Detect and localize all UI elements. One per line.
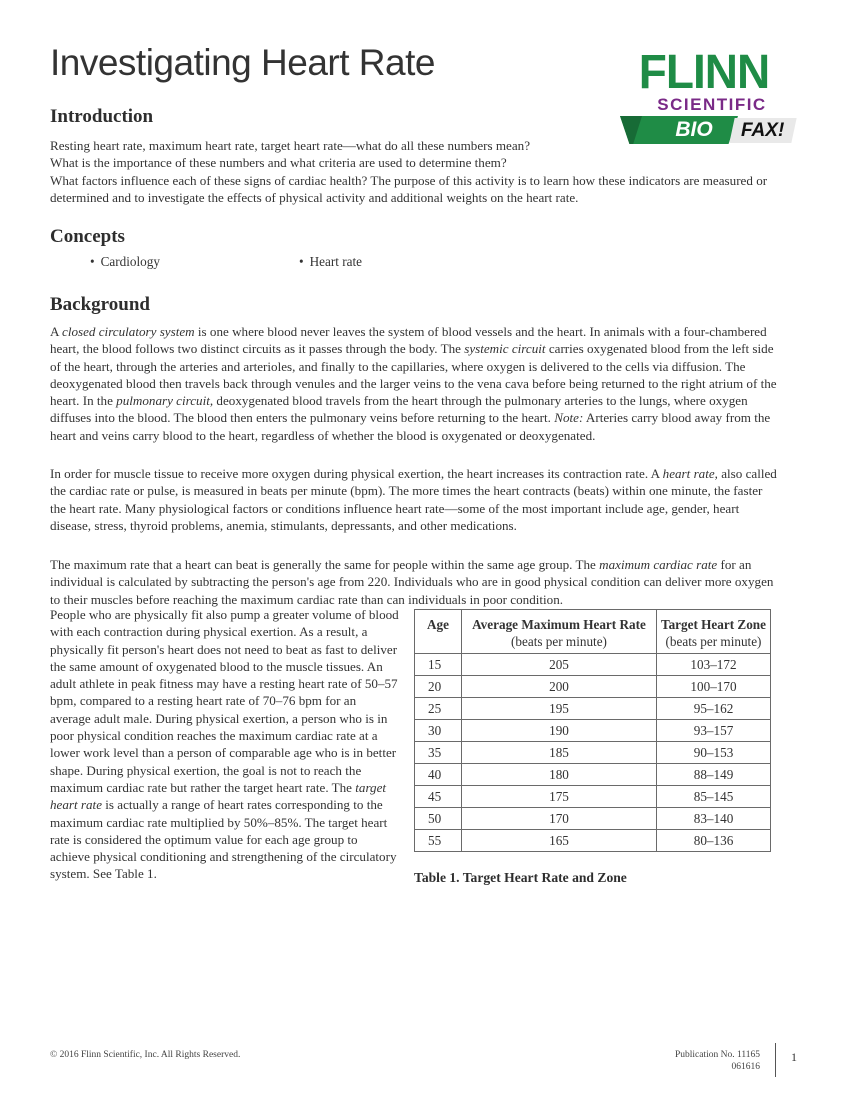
- table-row: 40 180 88–149: [415, 764, 771, 786]
- logo-fax-text: FAX!: [741, 120, 785, 141]
- note-label: Note:: [554, 410, 584, 426]
- introduction-line-1: Resting heart rate, maximum heart rate, target heart rate—what do all these numbers mean?: [50, 138, 531, 153]
- introduction-heading: Introduction: [50, 106, 154, 127]
- document-title: Investigating Heart Rate: [50, 42, 435, 83]
- term-heart-rate: heart rate,: [662, 466, 718, 481]
- concept-label: Cardiology: [100, 254, 160, 269]
- logo-scientific-text: SCIENTIFIC: [657, 95, 767, 114]
- footer-publication: [640, 1049, 760, 1073]
- bullet-dot: •: [90, 254, 95, 269]
- concept-item-heart-rate: [299, 254, 362, 270]
- table-caption: Table 1. Target Heart Rate and Zone: [414, 870, 627, 885]
- logo-flinn-text: FLINN: [638, 43, 770, 99]
- background-paragraph-1: A closed circulatory system is one where blood never leaves the system of blood vessels and the heart. In animals with a four-chambered heart, the blood follows two distinct circuits as it passes through the body. The systemic circuit carries oxygenated blood from the left side of the heart, through the arteries and arterioles, and finally to the capillaries, where oxygen is delivered to the cells via diffusion. The deoxygenated blood then travels back through venules and the larger veins to the vena cava before being returned to the right atrium of the heart. In the pulmonary circuit, deoxygenated blood travels from the heart through the pulmonary arteries to the lungs, where oxygen diffuses into the blood. The blood then enters the pulmonary veins before returning to the heart. Note: Arteries carry blood away from the heart and veins carry blood to the heart, regardless of whether the blood is oxygenated or deoxygenated.: [50, 324, 777, 443]
- table-row: 45 175 85–145: [415, 786, 771, 808]
- publication-number: Publication No. 11165: [674, 1050, 760, 1060]
- bullet-dot: •: [299, 254, 304, 269]
- header-target-heart-zone: Target Heart Zone (beats per minute): [657, 610, 771, 654]
- background-paragraph-4: People who are physically fit also pump a greater volume of blood with each contraction during physical exertion. As a result, a physically fit person's heart does not need to beat as fast to deliver the same amount of oxygenated blood to the muscle tissues. An adult athlete in peak fitness may have a resting heart rate of 50–57 bpm, compared to a resting heart rate of 70–76 bpm for an average adult male. During physical exertion, a person who is in poor physical condition reaches the maximum cardiac rate at a lower work level than a person of comparable age who is in better shape. During physical exertion, the goal is not to reach the maximum cardiac rate but rather the target heart rate. The target heart rate is actually a range of heart rates corresponding to the maximum cardiac rate multiplied by 50%–85%. The target heart rate is considered the optimum value for each age group to achieve physical conditioning and strengthening of the circulatory system. See Table 1.: [50, 607, 399, 882]
- concept-label: Heart rate: [309, 254, 362, 269]
- table-row: 55 165 80–136: [415, 830, 771, 852]
- introduction-line-3: What factors influence each of these signs of cardiac health? The purpose of this activity is to learn how these indicators are measured or determined and to investigate the effects of physical activity and additional weights on the heart rate.: [50, 172, 768, 205]
- background-paragraph-3: The maximum rate that a heart can beat is generally the same for people within the same age group. The maximum cardiac rate for an individual is calculated by subtracting the person's age from 220. Individuals who are in good physical condition can deliver more oxygen to their muscles before reaching the maximum cardiac rate than can individuals in poor condition.: [50, 557, 774, 607]
- background-heading: Background: [50, 294, 150, 315]
- introduction-text: [50, 137, 785, 206]
- heart-rate-table: [414, 609, 771, 852]
- term-systemic-circuit: systemic circuit: [464, 341, 546, 357]
- introduction-line-2: What is the importance of these numbers and what criteria are used to determine them?: [50, 155, 507, 171]
- table-row: 25 195 95–162: [415, 698, 771, 720]
- table-row: 15 205 103–172: [415, 654, 771, 676]
- footer-divider: [775, 1043, 776, 1077]
- logo-bio-text: BIO: [675, 118, 713, 141]
- table-row: 20 200 100–170: [415, 676, 771, 698]
- table-header-row: [415, 610, 771, 654]
- page-number: 1: [791, 1050, 797, 1064]
- background-paragraph-2: In order for muscle tissue to receive more oxygen during physical exertion, the heart increases its contraction rate. A heart rate, also called the cardiac rate or pulse, is measured in beats per minute (bpm). The more times the heart contracts (beats) within one minute, the faster the heart rate. Many physiological factors or conditions influence heart rate—some of the most important include age, gender, heart disease, stress, thyroid problems, anemia, stimulants, depressants, and other medications.: [50, 466, 777, 533]
- term-target-heart-rate: target heart rate: [50, 779, 387, 813]
- concept-item-cardiology: [90, 254, 160, 270]
- publication-code: 061616: [731, 1062, 760, 1072]
- concepts-heading: Concepts: [50, 226, 125, 247]
- table-row: 30 190 93–157: [415, 720, 771, 742]
- table-row: 35 185 90–153: [415, 742, 771, 764]
- header-age: Age: [415, 610, 462, 654]
- term-closed-circulatory-system: closed circulatory system: [62, 324, 195, 339]
- header-average-maximum-heart-rate: Average Maximum Heart Rate (beats per minute): [462, 610, 657, 654]
- footer-copyright: © 2016 Flinn Scientific, Inc. All Rights Reserved.: [50, 1050, 241, 1060]
- term-pulmonary-circuit: pulmonary circuit,: [116, 393, 214, 409]
- table-row: 50 170 83–140: [415, 808, 771, 830]
- term-maximum-cardiac-rate: maximum cardiac rate: [599, 557, 718, 572]
